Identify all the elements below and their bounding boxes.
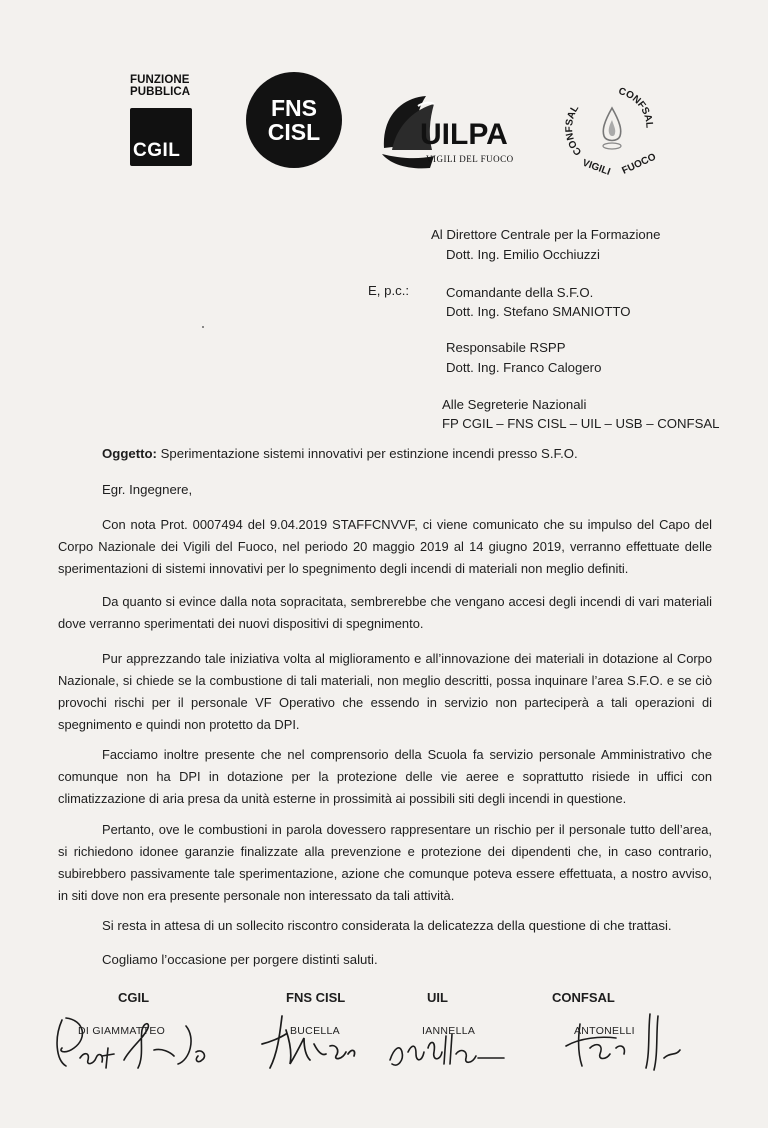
paragraph-5: Pertanto, ove le combustioni in parola dovessero rappresentare un rischio per il personale tutto dell’area, si richiedono idonee garanzie finalizzate alla prevenzione e protezione dei dipendenti che, in caso contrario, subirebbero passivamente tale sperimentazione, azione che comunque poteva essere effettuata, a nostro avviso, in siti dove non era presente personale non interessato da tali attività. (58, 822, 712, 903)
recipient-cc3-line2: FP CGIL – FNS CISL – UIL – USB – CONFSAL (442, 416, 720, 431)
recipient-cc2-line1: Responsabile RSPP (446, 340, 566, 355)
recipient-cc3-line1: Alle Segreterie Nazionali (442, 397, 587, 412)
paragraph-4: Facciamo inoltre presente che nel comprensorio della Scuola fa servizio personale Amministrativo che comunque non ha DPI in dotazione per la protezione delle vie aeree e soprattutto risiede in uffici con climatizzazione di aria presa da unità esterne in prossimità ai possibili siti degli incendi in questione. (58, 747, 712, 806)
recipient-to-line2: Dott. Ing. Emilio Occhiuzzi (446, 247, 600, 262)
signature-scribble-confsal (560, 1008, 690, 1078)
svg-text:CONFSAL (564, 103, 584, 157)
recipient-to-line1: Al Direttore Centrale per la Formazione (431, 227, 661, 242)
recipient-cc2-line2: Dott. Ing. Franco Calogero (446, 360, 602, 375)
fns-logo-line2: CISL (267, 119, 321, 145)
signature-org-confsal: CONFSAL (552, 990, 615, 1005)
paragraph-1: Con nota Prot. 0007494 del 9.04.2019 STAFFCNVVF, ci viene comunicato che su impulso del Capo del Corpo Nazionale dei Vigili del Fuoco, nel periodo 20 maggio 2019 al 14 giugno 2019, verranno effettuate delle sperimentazioni di sistemi innovativi per lo spegnimento degli incendi di materiali non meglio definiti. (58, 517, 712, 576)
uilpa-logo-graphic (378, 90, 516, 174)
signature-name-cgil: DI GIAMMATTEO (78, 1025, 166, 1037)
signature-name-fns-cisl: BUCELLA (290, 1025, 340, 1037)
cgil-logo-box (130, 108, 192, 166)
closing-line-1: Si resta in attesa di un sollecito riscontro considerata la delicatezza della questione di che trattasi. (102, 918, 672, 933)
confsal-logo-bottom-left: VIGILI (580, 157, 612, 178)
cgil-logo-line1: FUNZIONE (130, 74, 190, 86)
closing-line-2: Cogliamo l’occasione per porgere distinti saluti. (102, 952, 378, 967)
signature-scribble-fns-cisl (256, 1008, 366, 1078)
uilpa-logo-subtitle: VIGILI DEL FUOCO (426, 154, 514, 164)
signature-scribble-uil (380, 1008, 510, 1078)
confsal-logo-text-left: CONFSAL (564, 103, 585, 158)
recipient-cc1-line1: Comandante della S.F.O. (446, 285, 594, 300)
uilpa-logo-text: UILPA (420, 118, 508, 151)
paragraph-2: Da quanto si evince dalla nota sopracitata, sembrerebbe che vengano accesi degli incendi di vari materiali dove verranno sperimentati dei nuovi dispositivi di spegnimento. (58, 594, 712, 631)
subject-line (102, 446, 578, 461)
cgil-logo-text: CGIL (133, 140, 181, 161)
signature-org-cgil: CGIL (118, 990, 150, 1005)
fns-cisl-logo (246, 72, 342, 168)
cc-label: E, p.c.: (368, 283, 410, 298)
fns-cisl-circle (246, 72, 342, 168)
svg-text:CONFSAL (617, 86, 654, 128)
salutation: Egr. Ingegnere, (102, 482, 193, 497)
signature-name-confsal: ANTONELLI (574, 1025, 635, 1037)
confsal-logo-bottom-right: FUOCO (620, 151, 658, 177)
confsal-logo (560, 78, 664, 182)
recipient-cc1-line2: Dott. Ing. Stefano SMANIOTTO (446, 304, 631, 319)
signature-org-uil: UIL (427, 990, 448, 1005)
uilpa-logo (378, 90, 516, 174)
signature-scribble-cgil (44, 1008, 224, 1078)
scan-speck (202, 326, 204, 328)
cgil-logo-line2: PUBBLICA (130, 86, 191, 98)
fp-cgil-logo (130, 74, 196, 168)
flame-drop-icon (603, 108, 621, 149)
confsal-logo-graphic (560, 78, 664, 182)
subject-label: Oggetto: (102, 446, 157, 461)
signature-name-uil: IANNELLA (422, 1025, 476, 1037)
paragraph-3: Pur apprezzando tale iniziativa volta al miglioramento e all’innovazione dei materiali in dotazione al Corpo Nazionale, si chiede se la combustione di tali materiali, non meglio descritti, possa inquinare l’area S.F.O. e se ciò provochi rischi per il personale VF Operativo che essendo in servizio non parteciperà a tali operazioni di spegnimento e quindi non protetto da DPI. (58, 651, 712, 732)
fns-logo-line1: FNS (271, 95, 317, 121)
confsal-logo-text-right: CONFSAL (617, 86, 655, 129)
subject-text: Sperimentazione sistemi innovativi per estinzione incendi presso S.F.O. (156, 446, 578, 461)
signature-org-fns-cisl: FNS CISL (286, 990, 346, 1005)
